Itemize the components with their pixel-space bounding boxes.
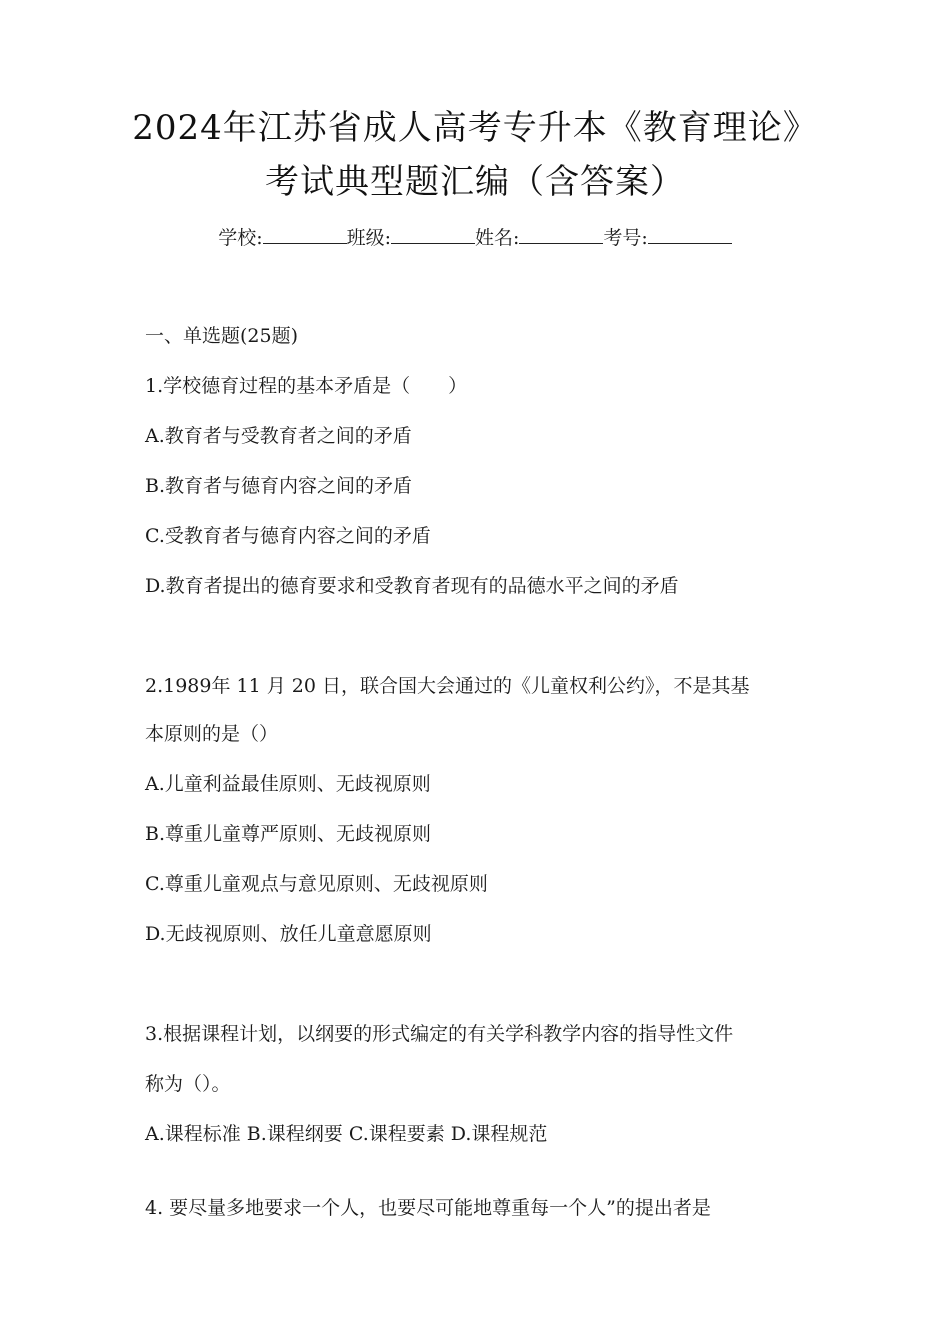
question-3-options: A.课程标准 B.课程纲要 C.课程要素 D.课程规范 (145, 1123, 548, 1145)
question-2-option-c: C.尊重儿童观点与意见原则、无歧视原则 (145, 873, 488, 895)
question-1-option-d: D.教育者提出的德育要求和受教育者现有的品德水平之间的矛盾 (145, 575, 679, 597)
question-2-option-d: D.无歧视原则、放任儿童意愿原则 (145, 923, 432, 945)
school-blank (263, 225, 347, 244)
question-3-stem-line-1: 3.根据课程计划，以纲要的形式编定的有关学科教学内容的指导性文件 (145, 1023, 734, 1045)
number-blank (648, 225, 732, 244)
class-label: 班级: (346, 227, 391, 249)
student-info-row (0, 224, 950, 252)
question-1-option-a: A.教育者与受教育者之间的矛盾 (145, 425, 412, 447)
number-label: 考号: (603, 227, 648, 249)
school-label: 学校: (218, 227, 263, 249)
question-4-stem-line-1: 4. 要尽量多地要求一个人，也要尽可能地尊重每一个人”的提出者是 (145, 1197, 711, 1219)
name-blank (519, 225, 603, 244)
question-2-option-a: A.儿童利益最佳原则、无歧视原则 (145, 773, 431, 795)
question-1-option-c: C.受教育者与德育内容之间的矛盾 (145, 525, 431, 547)
question-1-option-b: B.教育者与德育内容之间的矛盾 (145, 475, 413, 497)
section-heading: 一、单选题(25题) (145, 325, 299, 347)
question-2-stem-line-2: 本原则的是（） (145, 723, 279, 745)
question-2-stem-line-1: 2.1989年 11 月 20 日，联合国大会通过的《儿童权利公约》，不是其基 (145, 675, 750, 697)
question-3-stem-line-2: 称为（）。 (145, 1073, 231, 1095)
question-2-option-b: B.尊重儿童尊严原则、无歧视原则 (145, 823, 432, 845)
document-title-line-1: 2024年江苏省成人高考专升本《教育理论》 (132, 108, 818, 148)
document-title-line-2: 考试典型题汇编（含答案） (265, 162, 685, 202)
class-blank (391, 225, 475, 244)
name-label: 姓名: (475, 227, 520, 249)
question-1-stem: 1.学校德育过程的基本矛盾是（ ） (145, 375, 468, 397)
